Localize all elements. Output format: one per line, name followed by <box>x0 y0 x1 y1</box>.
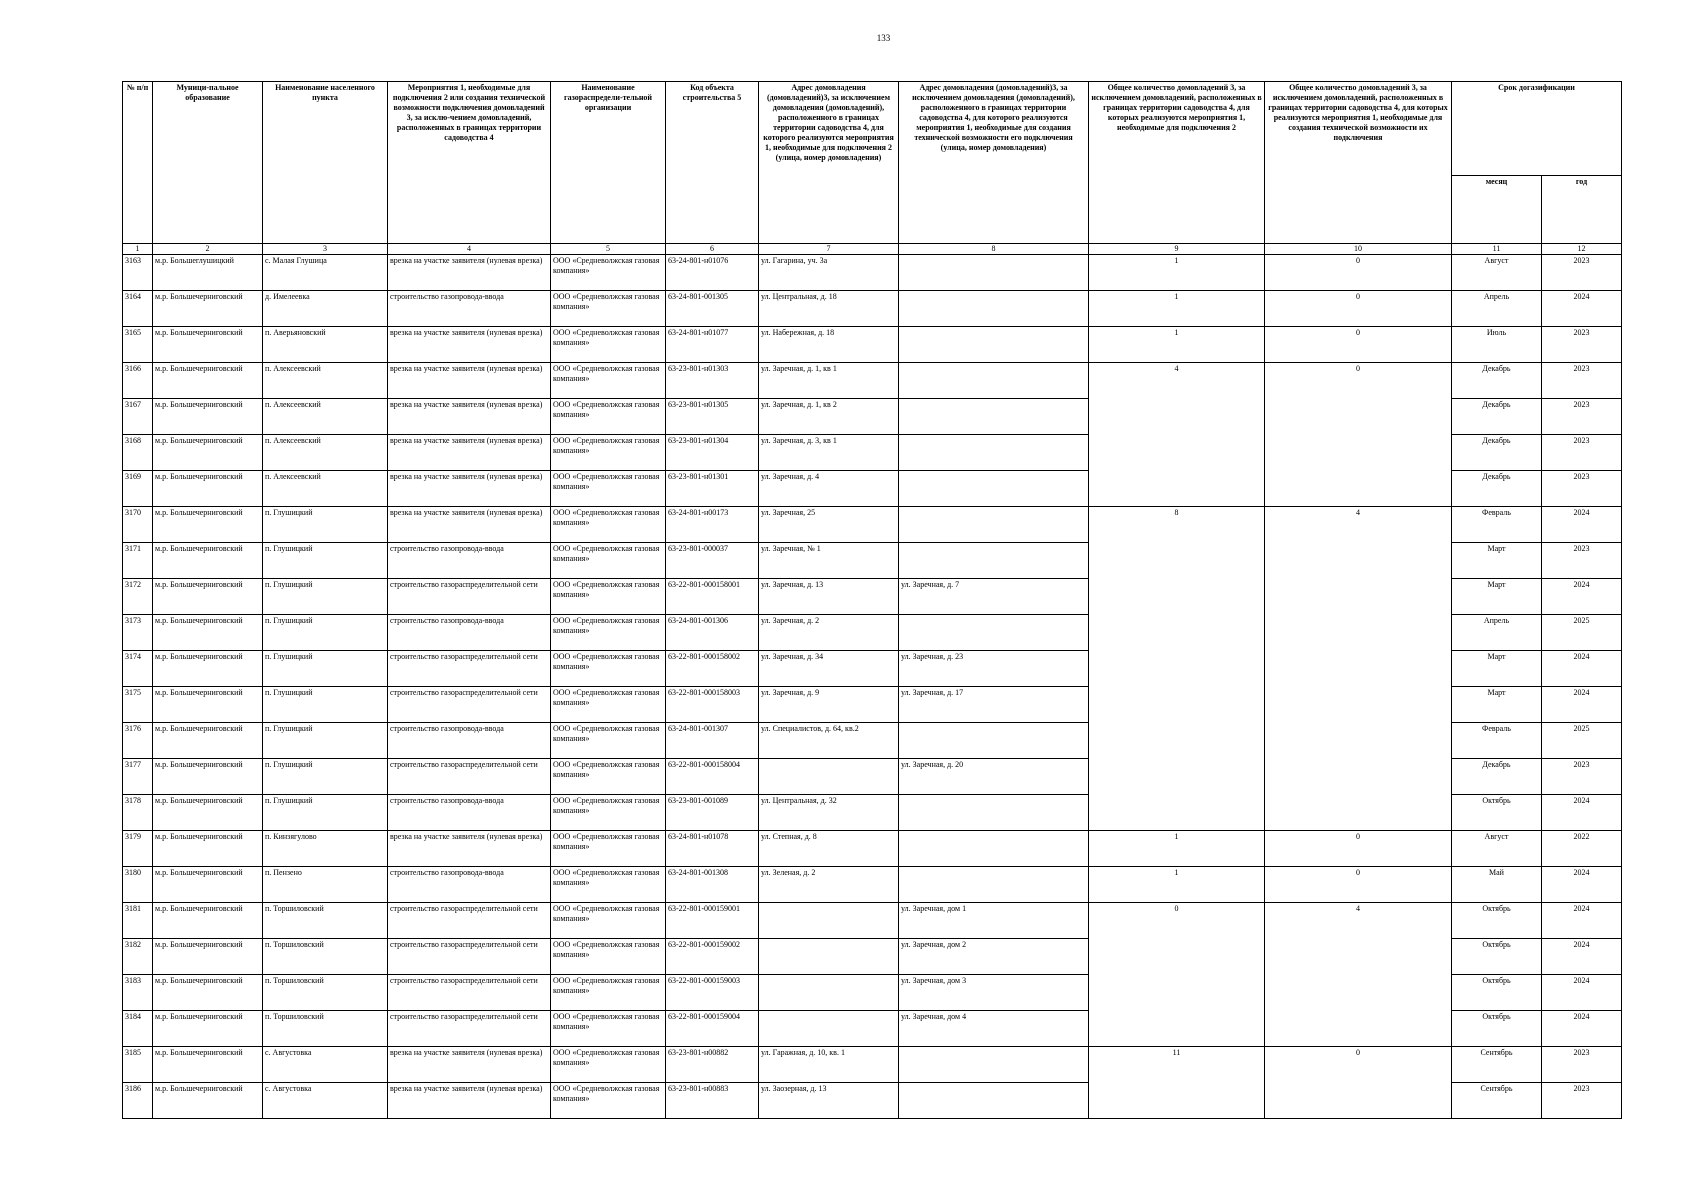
address-cell: ул. Заречная, д. 2 <box>759 615 899 651</box>
total-tech-cell: 0 <box>1265 831 1452 867</box>
total-connect-cell: 1 <box>1089 327 1265 363</box>
month-cell: Апрель <box>1452 615 1542 651</box>
gas-org-cell: ООО «Средневолжская газовая компания» <box>551 327 666 363</box>
header-settlement: Наименование населенного пункта <box>263 82 388 244</box>
object-code-cell: 63-24-801-001307 <box>666 723 759 759</box>
address-cell: ул. Заречная, д. 13 <box>759 579 899 615</box>
header-num: № п/п <box>123 82 153 244</box>
gas-org-cell: ООО «Средневолжская газовая компания» <box>551 543 666 579</box>
column-number: 12 <box>1542 244 1622 255</box>
gas-org-cell: ООО «Средневолжская газовая компания» <box>551 795 666 831</box>
month-cell: Октябрь <box>1452 1011 1542 1047</box>
row-number: 3186 <box>123 1083 153 1119</box>
month-cell: Декабрь <box>1452 435 1542 471</box>
settlement-cell: п. Глушицкий <box>263 795 388 831</box>
gas-org-cell: ООО «Средневолжская газовая компания» <box>551 903 666 939</box>
table-row <box>123 1047 1622 1083</box>
month-cell: Октябрь <box>1452 903 1542 939</box>
column-number: 2 <box>153 244 263 255</box>
measure-cell: строительство газопровода-ввода <box>388 543 551 579</box>
measure-cell: строительство газопровода-ввода <box>388 795 551 831</box>
header-measures: Мероприятия 1, необходимые для подключения 2 или создания технической возможности подключения домовладений 3, за исклю-чением домовладений, расположенных в границах территории садоводства 4 <box>388 82 551 244</box>
settlement-cell: п. Алексеевский <box>263 435 388 471</box>
table-row <box>123 363 1622 399</box>
object-code-cell: 63-23-801-001089 <box>666 795 759 831</box>
total-connect-cell: 1 <box>1089 255 1265 291</box>
municipality-cell: м.р. Большечерниговский <box>153 615 263 651</box>
gas-org-cell: ООО «Средневолжская газовая компания» <box>551 975 666 1011</box>
row-number: 3163 <box>123 255 153 291</box>
object-code-cell: 63-24-801-001305 <box>666 291 759 327</box>
month-cell: Декабрь <box>1452 759 1542 795</box>
municipality-cell: м.р. Большечерниговский <box>153 399 263 435</box>
garden-address-cell <box>899 1083 1089 1119</box>
measure-cell: врезка на участке заявителя (нулевая врезка) <box>388 1083 551 1119</box>
year-cell: 2024 <box>1542 1011 1622 1047</box>
measure-cell: строительство газопровода-ввода <box>388 723 551 759</box>
gas-org-cell: ООО «Средневолжская газовая компания» <box>551 363 666 399</box>
year-cell: 2024 <box>1542 975 1622 1011</box>
year-cell: 2023 <box>1542 399 1622 435</box>
year-cell: 2024 <box>1542 939 1622 975</box>
measure-cell: строительство газопровода-ввода <box>388 291 551 327</box>
row-number: 3175 <box>123 687 153 723</box>
header-garden-address: Адрес домовладения (домовладений)3, за исключением домовладения (домовладений), расположенного в границах территории садоводства 4, для которого реализуются мероприятия 1, необходимые для создания технической возможности его подключения (улица, номер домовладения) <box>899 82 1089 244</box>
settlement-cell: п. Алексеевский <box>263 471 388 507</box>
garden-address-cell: ул. Заречная, дом 2 <box>899 939 1089 975</box>
address-cell <box>759 1011 899 1047</box>
header-deadline: Срок догазификации <box>1452 82 1622 176</box>
garden-address-cell <box>899 1047 1089 1083</box>
header-municipality: Муници-пальное образование <box>153 82 263 244</box>
municipality-cell: м.р. Большечерниговский <box>153 831 263 867</box>
row-number: 3183 <box>123 975 153 1011</box>
year-cell: 2023 <box>1542 255 1622 291</box>
municipality-cell: м.р. Большечерниговский <box>153 903 263 939</box>
address-cell: ул. Заречная, д. 3, кв 1 <box>759 435 899 471</box>
row-number: 3172 <box>123 579 153 615</box>
object-code-cell: 63-23-801-н00882 <box>666 1047 759 1083</box>
header-address: Адрес домовладения (домовладений)3, за исключением домовладения (домовладений), расположенного в границах территории садоводства 4, для которого реализуются мероприятия 1, необходимые для подключения 2 (улица, номер домовладения) <box>759 82 899 244</box>
measure-cell: строительство газопровода-ввода <box>388 867 551 903</box>
total-tech-cell: 0 <box>1265 1047 1452 1119</box>
year-cell: 2023 <box>1542 327 1622 363</box>
garden-address-cell: ул. Заречная, дом 4 <box>899 1011 1089 1047</box>
year-cell: 2023 <box>1542 435 1622 471</box>
settlement-cell: п. Торшиловский <box>263 975 388 1011</box>
address-cell <box>759 939 899 975</box>
column-number: 10 <box>1265 244 1452 255</box>
year-cell: 2023 <box>1542 471 1622 507</box>
row-number: 3170 <box>123 507 153 543</box>
column-number: 4 <box>388 244 551 255</box>
month-cell: Март <box>1452 651 1542 687</box>
total-tech-cell: 0 <box>1265 363 1452 507</box>
year-cell: 2024 <box>1542 867 1622 903</box>
gas-org-cell: ООО «Средневолжская газовая компания» <box>551 507 666 543</box>
month-cell: Март <box>1452 579 1542 615</box>
gas-org-cell: ООО «Средневолжская газовая компания» <box>551 687 666 723</box>
table-row <box>123 867 1622 903</box>
garden-address-cell <box>899 831 1089 867</box>
month-cell: Декабрь <box>1452 471 1542 507</box>
settlement-cell: с. Августовка <box>263 1083 388 1119</box>
garden-address-cell <box>899 471 1089 507</box>
table-row <box>123 255 1622 291</box>
settlement-cell: д. Имелеевка <box>263 291 388 327</box>
total-tech-cell: 0 <box>1265 291 1452 327</box>
row-number: 3169 <box>123 471 153 507</box>
row-number: 3182 <box>123 939 153 975</box>
garden-address-cell <box>899 291 1089 327</box>
month-cell: Февраль <box>1452 507 1542 543</box>
row-number: 3177 <box>123 759 153 795</box>
garden-address-cell <box>899 507 1089 543</box>
municipality-cell: м.р. Большечерниговский <box>153 543 263 579</box>
settlement-cell: п. Глушицкий <box>263 543 388 579</box>
gas-org-cell: ООО «Средневолжская газовая компания» <box>551 831 666 867</box>
address-cell <box>759 759 899 795</box>
column-number: 7 <box>759 244 899 255</box>
row-number: 3168 <box>123 435 153 471</box>
municipality-cell: м.р. Большеглушицкий <box>153 255 263 291</box>
settlement-cell: п. Кинзягулово <box>263 831 388 867</box>
year-cell: 2024 <box>1542 579 1622 615</box>
object-code-cell: 63-23-801-н01305 <box>666 399 759 435</box>
municipality-cell: м.р. Большечерниговский <box>153 363 263 399</box>
gasification-table <box>122 81 1622 1119</box>
gas-org-cell: ООО «Средневолжская газовая компания» <box>551 867 666 903</box>
object-code-cell: 63-24-801-н01078 <box>666 831 759 867</box>
table-row <box>123 903 1622 939</box>
address-cell: ул. Заречная, д. 1, кв 1 <box>759 363 899 399</box>
settlement-cell: п. Аверьяновский <box>263 327 388 363</box>
gas-org-cell: ООО «Средневолжская газовая компания» <box>551 723 666 759</box>
year-cell: 2023 <box>1542 363 1622 399</box>
total-connect-cell: 8 <box>1089 507 1265 831</box>
settlement-cell: п. Торшиловский <box>263 903 388 939</box>
total-tech-cell: 0 <box>1265 255 1452 291</box>
address-cell: ул. Центральная, д. 32 <box>759 795 899 831</box>
row-number: 3185 <box>123 1047 153 1083</box>
settlement-cell: п. Алексеевский <box>263 399 388 435</box>
settlement-cell: п. Глушицкий <box>263 723 388 759</box>
garden-address-cell: ул. Заречная, д. 20 <box>899 759 1089 795</box>
object-code-cell: 63-24-801-н01077 <box>666 327 759 363</box>
object-code-cell: 63-23-801-н01303 <box>666 363 759 399</box>
year-cell: 2024 <box>1542 651 1622 687</box>
garden-address-cell <box>899 435 1089 471</box>
garden-address-cell: ул. Заречная, д. 17 <box>899 687 1089 723</box>
address-cell: ул. Заречная, д. 1, кв 2 <box>759 399 899 435</box>
header-gas-org: Наименование газораспредели-тельной организации <box>551 82 666 244</box>
page-number: 133 <box>876 33 891 43</box>
municipality-cell: м.р. Большечерниговский <box>153 759 263 795</box>
measure-cell: врезка на участке заявителя (нулевая врезка) <box>388 1047 551 1083</box>
month-cell: Август <box>1452 255 1542 291</box>
row-number: 3166 <box>123 363 153 399</box>
column-number: 9 <box>1089 244 1265 255</box>
month-cell: Август <box>1452 831 1542 867</box>
municipality-cell: м.р. Большечерниговский <box>153 939 263 975</box>
month-cell: Октябрь <box>1452 975 1542 1011</box>
year-cell: 2022 <box>1542 831 1622 867</box>
month-cell: Май <box>1452 867 1542 903</box>
address-cell <box>759 975 899 1011</box>
garden-address-cell <box>899 867 1089 903</box>
gas-org-cell: ООО «Средневолжская газовая компания» <box>551 291 666 327</box>
garden-address-cell <box>899 615 1089 651</box>
total-tech-cell: 4 <box>1265 507 1452 831</box>
address-cell: ул. Гаражная, д. 10, кв. 1 <box>759 1047 899 1083</box>
total-connect-cell: 1 <box>1089 291 1265 327</box>
month-cell: Декабрь <box>1452 363 1542 399</box>
settlement-cell: п. Глушицкий <box>263 507 388 543</box>
measure-cell: строительство газораспределительной сети <box>388 939 551 975</box>
measure-cell: врезка на участке заявителя (нулевая врезка) <box>388 363 551 399</box>
column-number: 6 <box>666 244 759 255</box>
municipality-cell: м.р. Большечерниговский <box>153 327 263 363</box>
settlement-cell: п. Торшиловский <box>263 1011 388 1047</box>
gas-org-cell: ООО «Средневолжская газовая компания» <box>551 435 666 471</box>
measure-cell: строительство газораспределительной сети <box>388 651 551 687</box>
object-code-cell: 63-22-801-000158001 <box>666 579 759 615</box>
measure-cell: строительство газораспределительной сети <box>388 579 551 615</box>
year-cell: 2023 <box>1542 543 1622 579</box>
measure-cell: врезка на участке заявителя (нулевая врезка) <box>388 831 551 867</box>
row-number: 3181 <box>123 903 153 939</box>
header-total-tech: Общее количество домовладений 3, за исключением домовладений, расположенных в границах территории садоводства 4, для которых реализуются мероприятия 1, необходимые для создания технической возможности их подключения <box>1265 82 1452 244</box>
object-code-cell: 63-22-801-000158004 <box>666 759 759 795</box>
municipality-cell: м.р. Большечерниговский <box>153 1011 263 1047</box>
object-code-cell: 63-24-801-н00173 <box>666 507 759 543</box>
address-cell: ул. Степная, д. 8 <box>759 831 899 867</box>
table-row <box>123 291 1622 327</box>
gas-org-cell: ООО «Средневолжская газовая компания» <box>551 615 666 651</box>
object-code-cell: 63-22-801-000158002 <box>666 651 759 687</box>
garden-address-cell <box>899 399 1089 435</box>
measure-cell: врезка на участке заявителя (нулевая врезка) <box>388 435 551 471</box>
gas-org-cell: ООО «Средневолжская газовая компания» <box>551 1083 666 1119</box>
measure-cell: врезка на участке заявителя (нулевая врезка) <box>388 471 551 507</box>
year-cell: 2023 <box>1542 759 1622 795</box>
column-number: 8 <box>899 244 1089 255</box>
total-connect-cell: 1 <box>1089 831 1265 867</box>
settlement-cell: с. Малая Глушица <box>263 255 388 291</box>
municipality-cell: м.р. Большечерниговский <box>153 1047 263 1083</box>
gas-org-cell: ООО «Средневолжская газовая компания» <box>551 255 666 291</box>
settlement-cell: п. Глушицкий <box>263 651 388 687</box>
row-number: 3167 <box>123 399 153 435</box>
garden-address-cell <box>899 363 1089 399</box>
address-cell: ул. Заречная, 25 <box>759 507 899 543</box>
object-code-cell: 63-24-801-001308 <box>666 867 759 903</box>
gas-org-cell: ООО «Средневолжская газовая компания» <box>551 939 666 975</box>
month-cell: Апрель <box>1452 291 1542 327</box>
object-code-cell: 63-22-801-000159003 <box>666 975 759 1011</box>
year-cell: 2024 <box>1542 795 1622 831</box>
municipality-cell: м.р. Большечерниговский <box>153 1083 263 1119</box>
municipality-cell: м.р. Большечерниговский <box>153 471 263 507</box>
address-cell: ул. Заречная, № 1 <box>759 543 899 579</box>
object-code-cell: 63-22-801-000158003 <box>666 687 759 723</box>
address-cell: ул. Зеленая, д. 2 <box>759 867 899 903</box>
month-cell: Декабрь <box>1452 399 1542 435</box>
settlement-cell: п. Глушицкий <box>263 759 388 795</box>
year-cell: 2023 <box>1542 1047 1622 1083</box>
address-cell <box>759 903 899 939</box>
garden-address-cell <box>899 543 1089 579</box>
municipality-cell: м.р. Большечерниговский <box>153 687 263 723</box>
address-cell: ул. Заозерная, д. 13 <box>759 1083 899 1119</box>
header-total-connect: Общее количество домовладений 3, за исключением домовладений, расположенных в границах территории садоводства 4, для которых реализуются мероприятия 1, необходимые для подключения 2 <box>1089 82 1265 244</box>
measure-cell: строительство газораспределительной сети <box>388 1011 551 1047</box>
address-cell: ул. Гагарина, уч. 3а <box>759 255 899 291</box>
total-tech-cell: 0 <box>1265 327 1452 363</box>
row-number: 3179 <box>123 831 153 867</box>
object-code-cell: 63-23-801-000037 <box>666 543 759 579</box>
object-code-cell: 63-23-801-н00883 <box>666 1083 759 1119</box>
garden-address-cell <box>899 723 1089 759</box>
row-number: 3176 <box>123 723 153 759</box>
measure-cell: врезка на участке заявителя (нулевая врезка) <box>388 327 551 363</box>
municipality-cell: м.р. Большечерниговский <box>153 435 263 471</box>
row-number: 3165 <box>123 327 153 363</box>
measure-cell: врезка на участке заявителя (нулевая врезка) <box>388 507 551 543</box>
year-cell: 2025 <box>1542 723 1622 759</box>
column-number: 3 <box>263 244 388 255</box>
header-object-code: Код объекта строительства 5 <box>666 82 759 244</box>
measure-cell: строительство газораспределительной сети <box>388 759 551 795</box>
month-cell: Сентябрь <box>1452 1083 1542 1119</box>
address-cell: ул. Заречная, д. 34 <box>759 651 899 687</box>
garden-address-cell: ул. Заречная, дом 1 <box>899 903 1089 939</box>
row-number: 3180 <box>123 867 153 903</box>
row-number: 3164 <box>123 291 153 327</box>
total-connect-cell: 1 <box>1089 867 1265 903</box>
row-number: 3178 <box>123 795 153 831</box>
measure-cell: врезка на участке заявителя (нулевая врезка) <box>388 399 551 435</box>
garden-address-cell <box>899 327 1089 363</box>
garden-address-cell <box>899 795 1089 831</box>
municipality-cell: м.р. Большечерниговский <box>153 507 263 543</box>
year-cell: 2025 <box>1542 615 1622 651</box>
object-code-cell: 63-22-801-000159001 <box>666 903 759 939</box>
table-body <box>123 255 1622 1119</box>
settlement-cell: п. Пензено <box>263 867 388 903</box>
object-code-cell: 63-24-801-001306 <box>666 615 759 651</box>
settlement-cell: п. Глушицкий <box>263 687 388 723</box>
column-number-row <box>123 244 1622 255</box>
total-tech-cell: 0 <box>1265 867 1452 903</box>
gas-org-cell: ООО «Средневолжская газовая компания» <box>551 651 666 687</box>
measure-cell: строительство газораспределительной сети <box>388 687 551 723</box>
table-row <box>123 327 1622 363</box>
address-cell: ул. Заречная, д. 9 <box>759 687 899 723</box>
year-cell: 2024 <box>1542 291 1622 327</box>
total-connect-cell: 0 <box>1089 903 1265 1047</box>
object-code-cell: 63-24-801-н01076 <box>666 255 759 291</box>
month-cell: Март <box>1452 687 1542 723</box>
municipality-cell: м.р. Большечерниговский <box>153 651 263 687</box>
municipality-cell: м.р. Большечерниговский <box>153 723 263 759</box>
municipality-cell: м.р. Большечерниговский <box>153 975 263 1011</box>
gas-org-cell: ООО «Средневолжская газовая компания» <box>551 579 666 615</box>
gas-org-cell: ООО «Средневолжская газовая компания» <box>551 1011 666 1047</box>
table-row <box>123 507 1622 543</box>
month-cell: Сентябрь <box>1452 1047 1542 1083</box>
header-year: год <box>1542 176 1622 244</box>
address-cell: ул. Центральная, д. 18 <box>759 291 899 327</box>
object-code-cell: 63-22-801-000159002 <box>666 939 759 975</box>
garden-address-cell: ул. Заречная, д. 7 <box>899 579 1089 615</box>
year-cell: 2023 <box>1542 1083 1622 1119</box>
garden-address-cell <box>899 255 1089 291</box>
measure-cell: строительство газораспределительной сети <box>388 903 551 939</box>
header-month: месяц <box>1452 176 1542 244</box>
gas-org-cell: ООО «Средневолжская газовая компания» <box>551 471 666 507</box>
month-cell: Февраль <box>1452 723 1542 759</box>
row-number: 3173 <box>123 615 153 651</box>
year-cell: 2024 <box>1542 687 1622 723</box>
garden-address-cell: ул. Заречная, дом 3 <box>899 975 1089 1011</box>
object-code-cell: 63-23-801-н01304 <box>666 435 759 471</box>
address-cell: ул. Специалистов, д. 64, кв.2 <box>759 723 899 759</box>
gas-org-cell: ООО «Средневолжская газовая компания» <box>551 399 666 435</box>
column-number: 11 <box>1452 244 1542 255</box>
gas-org-cell: ООО «Средневолжская газовая компания» <box>551 759 666 795</box>
settlement-cell: п. Торшиловский <box>263 939 388 975</box>
row-number: 3174 <box>123 651 153 687</box>
month-cell: Март <box>1452 543 1542 579</box>
object-code-cell: 63-22-801-000159004 <box>666 1011 759 1047</box>
measure-cell: строительство газопровода-ввода <box>388 615 551 651</box>
object-code-cell: 63-23-801-н01301 <box>666 471 759 507</box>
settlement-cell: п. Глушицкий <box>263 579 388 615</box>
measure-cell: врезка на участке заявителя (нулевая врезка) <box>388 255 551 291</box>
address-cell: ул. Набережная, д. 18 <box>759 327 899 363</box>
settlement-cell: с. Августовка <box>263 1047 388 1083</box>
column-number: 5 <box>551 244 666 255</box>
municipality-cell: м.р. Большечерниговский <box>153 291 263 327</box>
month-cell: Октябрь <box>1452 939 1542 975</box>
measure-cell: строительство газораспределительной сети <box>388 975 551 1011</box>
garden-address-cell: ул. Заречная, д. 23 <box>899 651 1089 687</box>
month-cell: Октябрь <box>1452 795 1542 831</box>
municipality-cell: м.р. Большечерниговский <box>153 867 263 903</box>
settlement-cell: п. Алексеевский <box>263 363 388 399</box>
total-connect-cell: 11 <box>1089 1047 1265 1119</box>
settlement-cell: п. Глушицкий <box>263 615 388 651</box>
year-cell: 2024 <box>1542 507 1622 543</box>
total-connect-cell: 4 <box>1089 363 1265 507</box>
municipality-cell: м.р. Большечерниговский <box>153 795 263 831</box>
address-cell: ул. Заречная, д. 4 <box>759 471 899 507</box>
column-number: 1 <box>123 244 153 255</box>
year-cell: 2024 <box>1542 903 1622 939</box>
table-row <box>123 831 1622 867</box>
municipality-cell: м.р. Большечерниговский <box>153 579 263 615</box>
month-cell: Июль <box>1452 327 1542 363</box>
gas-org-cell: ООО «Средневолжская газовая компания» <box>551 1047 666 1083</box>
total-tech-cell: 4 <box>1265 903 1452 1047</box>
row-number: 3184 <box>123 1011 153 1047</box>
row-number: 3171 <box>123 543 153 579</box>
